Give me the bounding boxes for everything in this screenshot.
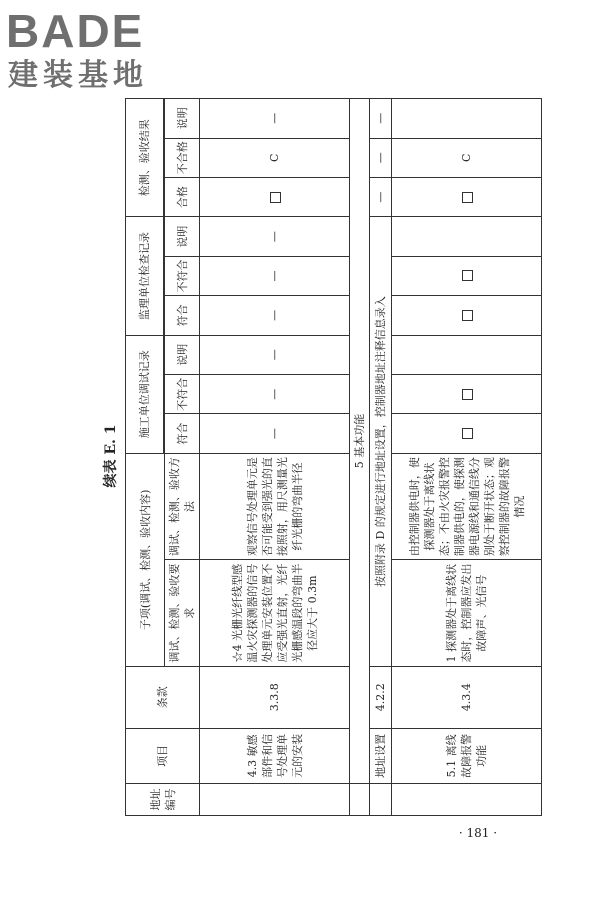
row3-r-pass xyxy=(392,177,542,216)
row1-r-note: — xyxy=(200,99,350,139)
row3-c-nonconform xyxy=(392,375,542,414)
header-method: 调试、检测、验收方法 xyxy=(165,453,200,560)
row3-address xyxy=(392,784,542,816)
row1-c-note: — xyxy=(200,335,350,374)
logo-subtitle: 建装基地 xyxy=(8,58,148,93)
header-supervision-record: 监理单位检查记录 xyxy=(126,217,164,335)
row3-s-nonconform xyxy=(392,256,542,295)
header-sub-item: 子项(调试、检测、验收内容) xyxy=(126,453,165,666)
row2-r-fail: — xyxy=(370,138,392,177)
row2-r-note: — xyxy=(370,99,392,139)
row3-s-note xyxy=(392,217,542,256)
row1-s-conform: — xyxy=(200,296,350,335)
header-c-nonconform: 不符合 xyxy=(165,375,200,414)
row1-method: 观察信号处理单元是否可能受到强光的直接照射，用尺测量光纤光栅的弯曲半径 xyxy=(200,453,350,560)
row3-s-conform xyxy=(392,296,542,335)
row1-c-conform: — xyxy=(200,414,350,453)
checkbox[interactable] xyxy=(462,310,473,321)
table-caption: 续表 E. 1 xyxy=(103,424,119,488)
checkbox[interactable] xyxy=(462,389,473,400)
logo-word: BADE xyxy=(6,5,145,57)
row3-item: 5.1 离线故障报警功能 xyxy=(392,728,542,783)
header-r-pass: 合格 xyxy=(165,177,200,216)
header-c-conform: 符合 xyxy=(165,414,200,453)
header-r-fail: 不合格 xyxy=(165,138,200,177)
row2-address xyxy=(370,784,392,816)
bade-logo xyxy=(6,6,178,98)
row2-item: 地址设置 xyxy=(370,728,392,783)
row1-requirement: ☆4 光栅光纤线型感温火灾探测器的信号处理单元安装位置不应受强光直射，光纤光栅感温段的弯曲半径应大于 0.3m xyxy=(200,560,350,667)
inspection-table xyxy=(125,98,542,816)
row2-r-pass: — xyxy=(370,177,392,216)
section-basic-functions: 5 基本功能 xyxy=(350,99,370,784)
rotated-page-content xyxy=(100,96,580,816)
row2-content: 按照附录 D 的规定进行地址设置，控制器地址注释信息录入 xyxy=(370,217,392,667)
header-c-note: 说明 xyxy=(165,335,200,374)
checkbox[interactable] xyxy=(462,270,473,281)
row1-c-nonconform: — xyxy=(200,375,350,414)
row3-method: 由控制器供电时，使探测器处于离线状态；不由火灾报警控制器供电的，使探测器电源线和通信线分别处于断开状态；观察控制器的故障报警情况 xyxy=(392,453,542,560)
row1-address xyxy=(200,784,350,816)
header-s-note: 说明 xyxy=(165,217,200,256)
row1-r-fail: C xyxy=(200,138,350,177)
row3-c-note xyxy=(392,335,542,374)
header-construction-record: 施工单位调试记录 xyxy=(126,335,164,453)
row3-r-note xyxy=(392,99,542,139)
header-s-nonconform: 不符合 xyxy=(165,256,200,295)
header-address-no: 地址编号 xyxy=(126,784,200,816)
row2-clause: 4.2.2 xyxy=(370,666,392,728)
row1-item: 4.3 敏感部件和信号处理单元的安装 xyxy=(200,728,350,783)
section-address xyxy=(350,784,370,816)
row3-r-fail: C xyxy=(392,138,542,177)
header-result: 检测、验收结果 xyxy=(126,99,164,217)
pass-checkbox[interactable] xyxy=(462,192,473,203)
row1-s-note: — xyxy=(200,217,350,256)
row3-clause: 4.3.4 xyxy=(392,666,542,728)
header-item: 项目 xyxy=(126,728,200,783)
row3-requirement: 1 探测器处于离线状态时，控制器应发出故障声、光信号 xyxy=(392,560,542,667)
row3-c-conform xyxy=(392,414,542,453)
header-clause: 条款 xyxy=(126,666,200,728)
row1-clause: 3.3.8 xyxy=(200,666,350,728)
header-requirement: 调试、检测、验收要求 xyxy=(165,560,200,667)
header-s-conform: 符合 xyxy=(165,296,200,335)
checkbox[interactable] xyxy=(462,428,473,439)
header-r-note: 说明 xyxy=(165,99,200,139)
pass-checkbox[interactable] xyxy=(270,192,281,203)
page-number: · 181 · xyxy=(458,826,498,840)
row1-s-nonconform: — xyxy=(200,256,350,295)
row1-r-pass xyxy=(200,177,350,216)
